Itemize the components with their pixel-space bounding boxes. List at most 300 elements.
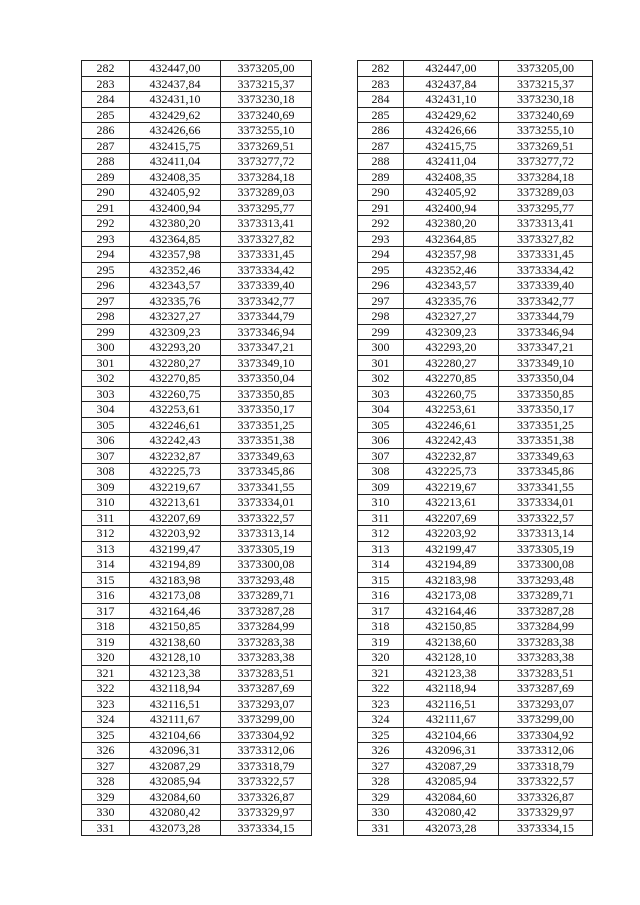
left-x-coordinate-cell: 432164,46 [130, 603, 221, 619]
table-row [82, 541, 593, 557]
left-x-coordinate-cell: 432183,98 [130, 572, 221, 588]
right-point-number-cell: 295 [358, 262, 404, 278]
right-x-coordinate-cell: 432123,38 [404, 665, 499, 681]
table-row [82, 200, 593, 216]
right-point-number-cell: 282 [358, 61, 404, 77]
left-x-coordinate-cell: 432128,10 [130, 650, 221, 666]
right-point-number-cell: 323 [358, 696, 404, 712]
left-x-coordinate-cell: 432207,69 [130, 510, 221, 526]
right-x-coordinate-cell: 432207,69 [404, 510, 499, 526]
right-y-coordinate-cell: 3373284,18 [499, 169, 593, 185]
column-gap [312, 278, 358, 294]
left-point-number-cell: 293 [82, 231, 130, 247]
left-point-number-cell: 284 [82, 92, 130, 108]
left-point-number-cell: 324 [82, 712, 130, 728]
right-x-coordinate-cell: 432411,04 [404, 154, 499, 170]
left-y-coordinate-cell: 3373289,71 [221, 588, 312, 604]
left-y-coordinate-cell: 3373215,37 [221, 76, 312, 92]
table-row [82, 789, 593, 805]
right-y-coordinate-cell: 3373287,69 [499, 681, 593, 697]
right-point-number-cell: 325 [358, 727, 404, 743]
left-y-coordinate-cell: 3373289,03 [221, 185, 312, 201]
left-y-coordinate-cell: 3373284,18 [221, 169, 312, 185]
left-y-coordinate-cell: 3373283,38 [221, 634, 312, 650]
left-point-number-cell: 330 [82, 805, 130, 821]
table-row [82, 107, 593, 123]
coordinates-table-body [82, 61, 593, 836]
column-gap [312, 650, 358, 666]
right-point-number-cell: 306 [358, 433, 404, 449]
column-gap [312, 185, 358, 201]
left-y-coordinate-cell: 3373255,10 [221, 123, 312, 139]
left-x-coordinate-cell: 432447,00 [130, 61, 221, 77]
right-point-number-cell: 329 [358, 789, 404, 805]
column-gap [312, 448, 358, 464]
right-x-coordinate-cell: 432415,75 [404, 138, 499, 154]
table-row [82, 712, 593, 728]
right-x-coordinate-cell: 432104,66 [404, 727, 499, 743]
column-gap [312, 572, 358, 588]
table-row [82, 293, 593, 309]
table-row [82, 634, 593, 650]
right-y-coordinate-cell: 3373334,15 [499, 820, 593, 836]
table-row [82, 758, 593, 774]
left-point-number-cell: 303 [82, 386, 130, 402]
right-point-number-cell: 301 [358, 355, 404, 371]
left-y-coordinate-cell: 3373322,57 [221, 510, 312, 526]
right-x-coordinate-cell: 432380,20 [404, 216, 499, 232]
right-x-coordinate-cell: 432219,67 [404, 479, 499, 495]
left-x-coordinate-cell: 432242,43 [130, 433, 221, 449]
right-point-number-cell: 320 [358, 650, 404, 666]
right-x-coordinate-cell: 432118,94 [404, 681, 499, 697]
table-row [82, 495, 593, 511]
table-row [82, 355, 593, 371]
left-x-coordinate-cell: 432400,94 [130, 200, 221, 216]
right-x-coordinate-cell: 432429,62 [404, 107, 499, 123]
left-x-coordinate-cell: 432087,29 [130, 758, 221, 774]
left-x-coordinate-cell: 432118,94 [130, 681, 221, 697]
right-x-coordinate-cell: 432173,08 [404, 588, 499, 604]
left-point-number-cell: 304 [82, 402, 130, 418]
table-row [82, 154, 593, 170]
left-point-number-cell: 291 [82, 200, 130, 216]
column-gap [312, 386, 358, 402]
right-x-coordinate-cell: 432260,75 [404, 386, 499, 402]
right-point-number-cell: 289 [358, 169, 404, 185]
left-point-number-cell: 311 [82, 510, 130, 526]
right-x-coordinate-cell: 432150,85 [404, 619, 499, 635]
column-gap [312, 433, 358, 449]
left-point-number-cell: 286 [82, 123, 130, 139]
table-row [82, 603, 593, 619]
left-point-number-cell: 294 [82, 247, 130, 263]
left-x-coordinate-cell: 432085,94 [130, 774, 221, 790]
column-gap [312, 510, 358, 526]
left-point-number-cell: 318 [82, 619, 130, 635]
left-point-number-cell: 322 [82, 681, 130, 697]
right-y-coordinate-cell: 3373350,17 [499, 402, 593, 418]
right-x-coordinate-cell: 432447,00 [404, 61, 499, 77]
right-y-coordinate-cell: 3373334,42 [499, 262, 593, 278]
right-y-coordinate-cell: 3373326,87 [499, 789, 593, 805]
right-x-coordinate-cell: 432111,67 [404, 712, 499, 728]
left-y-coordinate-cell: 3373295,77 [221, 200, 312, 216]
left-y-coordinate-cell: 3373350,85 [221, 386, 312, 402]
right-point-number-cell: 328 [358, 774, 404, 790]
right-x-coordinate-cell: 432431,10 [404, 92, 499, 108]
left-y-coordinate-cell: 3373318,79 [221, 758, 312, 774]
left-x-coordinate-cell: 432437,84 [130, 76, 221, 92]
right-point-number-cell: 299 [358, 324, 404, 340]
right-x-coordinate-cell: 432270,85 [404, 371, 499, 387]
right-point-number-cell: 300 [358, 340, 404, 356]
right-point-number-cell: 319 [358, 634, 404, 650]
right-point-number-cell: 327 [358, 758, 404, 774]
right-point-number-cell: 307 [358, 448, 404, 464]
left-x-coordinate-cell: 432260,75 [130, 386, 221, 402]
left-point-number-cell: 297 [82, 293, 130, 309]
right-y-coordinate-cell: 3373295,77 [499, 200, 593, 216]
left-y-coordinate-cell: 3373313,41 [221, 216, 312, 232]
column-gap [312, 200, 358, 216]
table-row [82, 774, 593, 790]
left-point-number-cell: 299 [82, 324, 130, 340]
left-y-coordinate-cell: 3373350,17 [221, 402, 312, 418]
left-x-coordinate-cell: 432253,61 [130, 402, 221, 418]
right-point-number-cell: 304 [358, 402, 404, 418]
table-row [82, 340, 593, 356]
right-y-coordinate-cell: 3373350,85 [499, 386, 593, 402]
right-y-coordinate-cell: 3373342,77 [499, 293, 593, 309]
column-gap [312, 123, 358, 139]
left-y-coordinate-cell: 3373346,94 [221, 324, 312, 340]
right-y-coordinate-cell: 3373300,08 [499, 557, 593, 573]
right-point-number-cell: 308 [358, 464, 404, 480]
table-row [82, 448, 593, 464]
table-row [82, 185, 593, 201]
table-row [82, 665, 593, 681]
left-x-coordinate-cell: 432327,27 [130, 309, 221, 325]
left-y-coordinate-cell: 3373351,25 [221, 417, 312, 433]
left-x-coordinate-cell: 432270,85 [130, 371, 221, 387]
table-row [82, 526, 593, 542]
right-point-number-cell: 315 [358, 572, 404, 588]
left-point-number-cell: 316 [82, 588, 130, 604]
right-y-coordinate-cell: 3373313,14 [499, 526, 593, 542]
right-point-number-cell: 309 [358, 479, 404, 495]
left-point-number-cell: 312 [82, 526, 130, 542]
right-y-coordinate-cell: 3373230,18 [499, 92, 593, 108]
left-y-coordinate-cell: 3373205,00 [221, 61, 312, 77]
left-y-coordinate-cell: 3373322,57 [221, 774, 312, 790]
right-point-number-cell: 310 [358, 495, 404, 511]
left-point-number-cell: 289 [82, 169, 130, 185]
left-y-coordinate-cell: 3373350,04 [221, 371, 312, 387]
table-row [82, 557, 593, 573]
right-y-coordinate-cell: 3373277,72 [499, 154, 593, 170]
right-x-coordinate-cell: 432073,28 [404, 820, 499, 836]
left-y-coordinate-cell: 3373299,00 [221, 712, 312, 728]
right-point-number-cell: 283 [358, 76, 404, 92]
right-y-coordinate-cell: 3373305,19 [499, 541, 593, 557]
right-point-number-cell: 313 [358, 541, 404, 557]
column-gap [312, 92, 358, 108]
right-point-number-cell: 318 [358, 619, 404, 635]
right-y-coordinate-cell: 3373240,69 [499, 107, 593, 123]
left-point-number-cell: 310 [82, 495, 130, 511]
left-point-number-cell: 290 [82, 185, 130, 201]
left-y-coordinate-cell: 3373269,51 [221, 138, 312, 154]
left-x-coordinate-cell: 432150,85 [130, 619, 221, 635]
right-point-number-cell: 330 [358, 805, 404, 821]
column-gap [312, 61, 358, 77]
column-gap [312, 696, 358, 712]
table-row [82, 169, 593, 185]
table-row [82, 371, 593, 387]
left-y-coordinate-cell: 3373327,82 [221, 231, 312, 247]
column-gap [312, 262, 358, 278]
right-y-coordinate-cell: 3373293,48 [499, 572, 593, 588]
left-point-number-cell: 309 [82, 479, 130, 495]
column-gap [312, 603, 358, 619]
right-x-coordinate-cell: 432080,42 [404, 805, 499, 821]
right-point-number-cell: 312 [358, 526, 404, 542]
left-point-number-cell: 288 [82, 154, 130, 170]
right-point-number-cell: 298 [358, 309, 404, 325]
right-point-number-cell: 321 [358, 665, 404, 681]
right-x-coordinate-cell: 432116,51 [404, 696, 499, 712]
column-gap [312, 293, 358, 309]
left-y-coordinate-cell: 3373334,42 [221, 262, 312, 278]
right-x-coordinate-cell: 432096,31 [404, 743, 499, 759]
column-gap [312, 665, 358, 681]
column-gap [312, 727, 358, 743]
right-y-coordinate-cell: 3373344,79 [499, 309, 593, 325]
table-row [82, 92, 593, 108]
right-y-coordinate-cell: 3373318,79 [499, 758, 593, 774]
left-point-number-cell: 305 [82, 417, 130, 433]
right-x-coordinate-cell: 432405,92 [404, 185, 499, 201]
left-point-number-cell: 327 [82, 758, 130, 774]
right-x-coordinate-cell: 432309,23 [404, 324, 499, 340]
right-x-coordinate-cell: 432084,60 [404, 789, 499, 805]
column-gap [312, 681, 358, 697]
right-x-coordinate-cell: 432352,46 [404, 262, 499, 278]
left-x-coordinate-cell: 432343,57 [130, 278, 221, 294]
left-x-coordinate-cell: 432073,28 [130, 820, 221, 836]
left-point-number-cell: 292 [82, 216, 130, 232]
left-x-coordinate-cell: 432429,62 [130, 107, 221, 123]
column-gap [312, 634, 358, 650]
right-y-coordinate-cell: 3373334,01 [499, 495, 593, 511]
right-y-coordinate-cell: 3373322,57 [499, 774, 593, 790]
left-x-coordinate-cell: 432173,08 [130, 588, 221, 604]
left-y-coordinate-cell: 3373300,08 [221, 557, 312, 573]
table-row [82, 650, 593, 666]
left-x-coordinate-cell: 432213,61 [130, 495, 221, 511]
right-y-coordinate-cell: 3373349,63 [499, 448, 593, 464]
left-y-coordinate-cell: 3373345,86 [221, 464, 312, 480]
left-point-number-cell: 295 [82, 262, 130, 278]
table-row [82, 247, 593, 263]
right-point-number-cell: 292 [358, 216, 404, 232]
right-point-number-cell: 286 [358, 123, 404, 139]
table-row [82, 727, 593, 743]
left-y-coordinate-cell: 3373304,92 [221, 727, 312, 743]
right-point-number-cell: 294 [358, 247, 404, 263]
left-y-coordinate-cell: 3373287,28 [221, 603, 312, 619]
left-x-coordinate-cell: 432116,51 [130, 696, 221, 712]
column-gap [312, 309, 358, 325]
left-point-number-cell: 313 [82, 541, 130, 557]
column-gap [312, 820, 358, 836]
right-x-coordinate-cell: 432327,27 [404, 309, 499, 325]
right-y-coordinate-cell: 3373289,71 [499, 588, 593, 604]
table-row [82, 619, 593, 635]
table-row [82, 696, 593, 712]
table-row [82, 743, 593, 759]
table-row [82, 681, 593, 697]
right-x-coordinate-cell: 432293,20 [404, 340, 499, 356]
right-x-coordinate-cell: 432213,61 [404, 495, 499, 511]
left-x-coordinate-cell: 432123,38 [130, 665, 221, 681]
left-x-coordinate-cell: 432194,89 [130, 557, 221, 573]
right-point-number-cell: 287 [358, 138, 404, 154]
right-y-coordinate-cell: 3373287,28 [499, 603, 593, 619]
left-y-coordinate-cell: 3373347,21 [221, 340, 312, 356]
left-y-coordinate-cell: 3373287,69 [221, 681, 312, 697]
right-point-number-cell: 288 [358, 154, 404, 170]
column-gap [312, 495, 358, 511]
left-x-coordinate-cell: 432411,04 [130, 154, 221, 170]
right-y-coordinate-cell: 3373283,51 [499, 665, 593, 681]
left-y-coordinate-cell: 3373339,40 [221, 278, 312, 294]
right-x-coordinate-cell: 432183,98 [404, 572, 499, 588]
column-gap [312, 107, 358, 123]
left-point-number-cell: 282 [82, 61, 130, 77]
left-x-coordinate-cell: 432426,66 [130, 123, 221, 139]
table-row [82, 262, 593, 278]
left-point-number-cell: 321 [82, 665, 130, 681]
left-x-coordinate-cell: 432246,61 [130, 417, 221, 433]
right-y-coordinate-cell: 3373349,10 [499, 355, 593, 371]
right-point-number-cell: 317 [358, 603, 404, 619]
right-point-number-cell: 303 [358, 386, 404, 402]
right-y-coordinate-cell: 3373255,10 [499, 123, 593, 139]
column-gap [312, 743, 358, 759]
table-row [82, 588, 593, 604]
left-point-number-cell: 287 [82, 138, 130, 154]
column-gap [312, 355, 358, 371]
table-row [82, 309, 593, 325]
right-y-coordinate-cell: 3373283,38 [499, 634, 593, 650]
right-point-number-cell: 322 [358, 681, 404, 697]
table-row [82, 464, 593, 480]
left-y-coordinate-cell: 3373329,97 [221, 805, 312, 821]
left-point-number-cell: 319 [82, 634, 130, 650]
table-row [82, 324, 593, 340]
right-point-number-cell: 296 [358, 278, 404, 294]
left-point-number-cell: 283 [82, 76, 130, 92]
left-point-number-cell: 325 [82, 727, 130, 743]
right-y-coordinate-cell: 3373350,04 [499, 371, 593, 387]
column-gap [312, 479, 358, 495]
right-y-coordinate-cell: 3373327,82 [499, 231, 593, 247]
right-y-coordinate-cell: 3373289,03 [499, 185, 593, 201]
right-y-coordinate-cell: 3373346,94 [499, 324, 593, 340]
left-y-coordinate-cell: 3373344,79 [221, 309, 312, 325]
right-point-number-cell: 324 [358, 712, 404, 728]
table-row [82, 138, 593, 154]
left-y-coordinate-cell: 3373305,19 [221, 541, 312, 557]
left-x-coordinate-cell: 432225,73 [130, 464, 221, 480]
left-x-coordinate-cell: 432405,92 [130, 185, 221, 201]
right-x-coordinate-cell: 432087,29 [404, 758, 499, 774]
table-row [82, 510, 593, 526]
left-x-coordinate-cell: 432352,46 [130, 262, 221, 278]
column-gap [312, 402, 358, 418]
right-y-coordinate-cell: 3373347,21 [499, 340, 593, 356]
left-x-coordinate-cell: 432357,98 [130, 247, 221, 263]
left-y-coordinate-cell: 3373334,01 [221, 495, 312, 511]
column-gap [312, 526, 358, 542]
table-row [82, 417, 593, 433]
left-point-number-cell: 328 [82, 774, 130, 790]
column-gap [312, 588, 358, 604]
left-point-number-cell: 315 [82, 572, 130, 588]
column-gap [312, 789, 358, 805]
column-gap [312, 76, 358, 92]
left-y-coordinate-cell: 3373283,51 [221, 665, 312, 681]
table-row [82, 402, 593, 418]
column-gap [312, 712, 358, 728]
right-x-coordinate-cell: 432280,27 [404, 355, 499, 371]
right-x-coordinate-cell: 432437,84 [404, 76, 499, 92]
left-y-coordinate-cell: 3373284,99 [221, 619, 312, 635]
right-y-coordinate-cell: 3373284,99 [499, 619, 593, 635]
table-row [82, 61, 593, 77]
column-gap [312, 247, 358, 263]
left-y-coordinate-cell: 3373326,87 [221, 789, 312, 805]
column-gap [312, 758, 358, 774]
table-row [82, 123, 593, 139]
right-point-number-cell: 284 [358, 92, 404, 108]
table-row [82, 216, 593, 232]
left-x-coordinate-cell: 432104,66 [130, 727, 221, 743]
right-point-number-cell: 314 [358, 557, 404, 573]
left-point-number-cell: 300 [82, 340, 130, 356]
left-point-number-cell: 317 [82, 603, 130, 619]
left-point-number-cell: 298 [82, 309, 130, 325]
left-y-coordinate-cell: 3373341,55 [221, 479, 312, 495]
left-x-coordinate-cell: 432199,47 [130, 541, 221, 557]
right-point-number-cell: 297 [358, 293, 404, 309]
right-point-number-cell: 285 [358, 107, 404, 123]
table-row [82, 231, 593, 247]
right-x-coordinate-cell: 432128,10 [404, 650, 499, 666]
right-y-coordinate-cell: 3373351,25 [499, 417, 593, 433]
right-x-coordinate-cell: 432357,98 [404, 247, 499, 263]
left-x-coordinate-cell: 432431,10 [130, 92, 221, 108]
table-row [82, 572, 593, 588]
left-point-number-cell: 331 [82, 820, 130, 836]
left-point-number-cell: 302 [82, 371, 130, 387]
column-gap [312, 557, 358, 573]
right-point-number-cell: 316 [358, 588, 404, 604]
right-x-coordinate-cell: 432164,46 [404, 603, 499, 619]
table-row [82, 386, 593, 402]
